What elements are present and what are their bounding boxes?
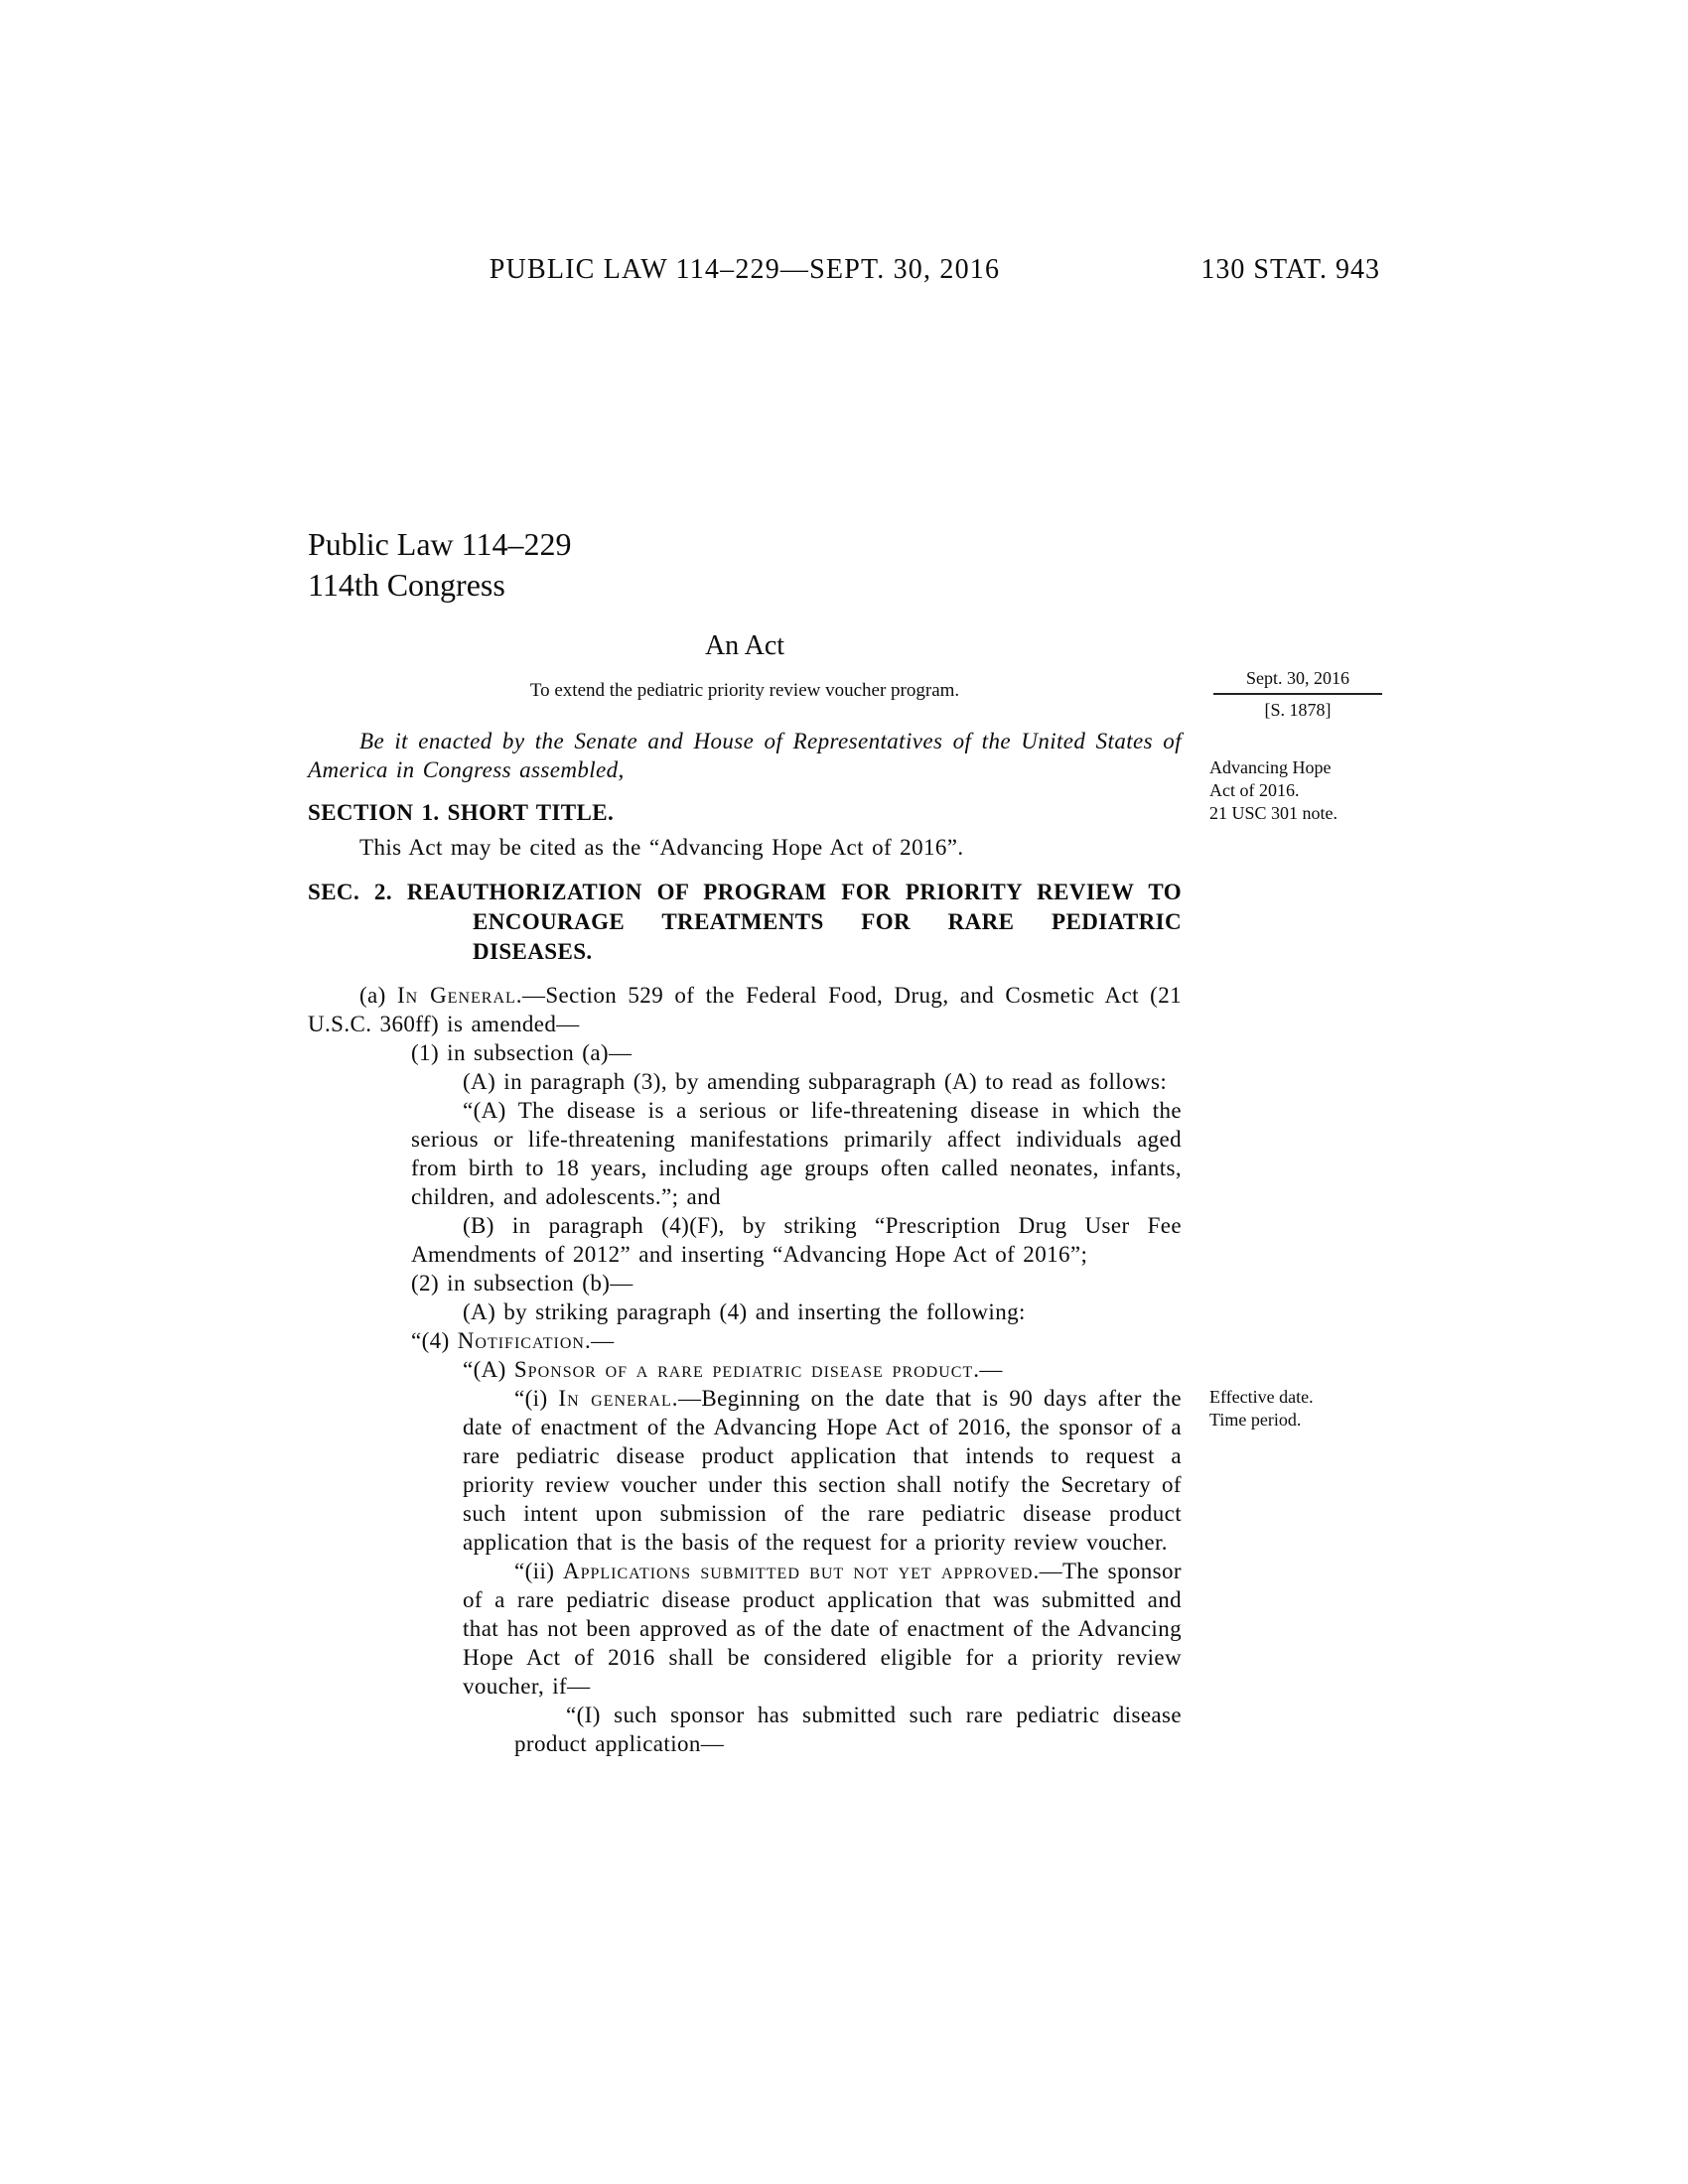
short-title-sidenote: Advancing Hope Act of 2016. 21 USC 301 note.	[1209, 757, 1338, 823]
running-head-law-title: PUBLIC LAW 114–229—SEPT. 30, 2016	[489, 254, 1001, 285]
paragraph-a1: (1) in subsection (a)—	[411, 1040, 633, 1065]
date-sidenote	[1213, 667, 1382, 722]
paragraph-q4Ai-in-general: Effective date. Time period. “(i) In general.—Beginning on the date that is 90 days after the date of enactment of the Advancing Hope Act of 2016, the sponsor of a rare pediatric disease product application that intends to request a priority review voucher under this section shall notify the Secretary of such intent upon submission of the rare pediatric disease product application that is the basis of the request for a priority review voucher.	[463, 1384, 1182, 1557]
paragraph-a1A: (A) in paragraph (3), by amending subparagraph (A) to read as follows:	[463, 1069, 1168, 1094]
bill-number: [S. 1878]	[1264, 700, 1332, 720]
effective-date-sidenote: Effective date. Time period.	[1209, 1387, 1314, 1430]
paragraph-a2: (2) in subsection (b)—	[411, 1271, 633, 1296]
paragraph-quoted-A-disease: “(A) The disease is a serious or life-threatening disease in which the serious or life-threatening manifestations primarily affect individuals aged from birth to 18 years, including age groups often called neonates, infants, children, and adolescents.”; and	[411, 1098, 1182, 1209]
paragraph-q4Aii-applications: “(ii) Applications submitted but not yet approved.—The sponsor of a rare pediatric disease product application that was submitted and that has not been approved as of the date of enactment of the Advancing Hope Act of 2016 shall be considered eligible for a priority review voucher, if—	[463, 1559, 1182, 1699]
paragraph-a1B: (B) in paragraph (4)(F), by striking “Prescription Drug User Fee Amendments of 2012” and inserting “Advancing Hope Act of 2016”;	[411, 1213, 1182, 1267]
act-purpose	[308, 668, 1349, 720]
running-head-stat-page: 130 STAT. 943	[1200, 254, 1380, 285]
paragraph-a-in-general: (a) In General.—Section 529 of the Federal Food, Drug, and Cosmetic Act (21 U.S.C. 360ff) is amended—	[308, 983, 1182, 1036]
an-act-heading: An Act	[704, 630, 785, 661]
paragraph-q4A-sponsor: “(A) Sponsor of a rare pediatric disease product.—	[463, 1357, 1003, 1382]
enactment-date: Sept. 30, 2016	[1213, 667, 1382, 695]
enacting-clause: Advancing Hope Act of 2016. 21 USC 301 note. Be it enacted by the Senate and House of Representatives of the United States of America in Congress assembled,	[308, 727, 1182, 784]
text-column	[308, 524, 1349, 1758]
paragraph-a2A: (A) by striking paragraph (4) and inserting the following:	[463, 1299, 1026, 1324]
section-1-text: This Act may be cited as the “Advancing Hope Act of 2016”.	[359, 835, 964, 860]
paragraph-q4-notification: “(4) Notification.—	[411, 1328, 615, 1353]
running-head	[308, 254, 1380, 296]
paragraph-q4AiiI-submitted: “(I) such sponsor has submitted such rare pediatric disease product application—	[514, 1703, 1182, 1756]
act-purpose-text: To extend the pediatric priority review voucher program.	[529, 680, 960, 701]
section-2-heading: SEC. 2. REAUTHORIZATION OF PROGRAM FOR PRIORITY REVIEW TO ENCOURAGE TREATMENTS FOR RARE PEDIATRIC DISEASES.	[308, 880, 1182, 964]
congress-heading: 114th Congress	[308, 567, 505, 603]
section-1-heading: SECTION 1. SHORT TITLE.	[308, 800, 615, 825]
law-number-heading: Public Law 114–229	[308, 526, 572, 562]
